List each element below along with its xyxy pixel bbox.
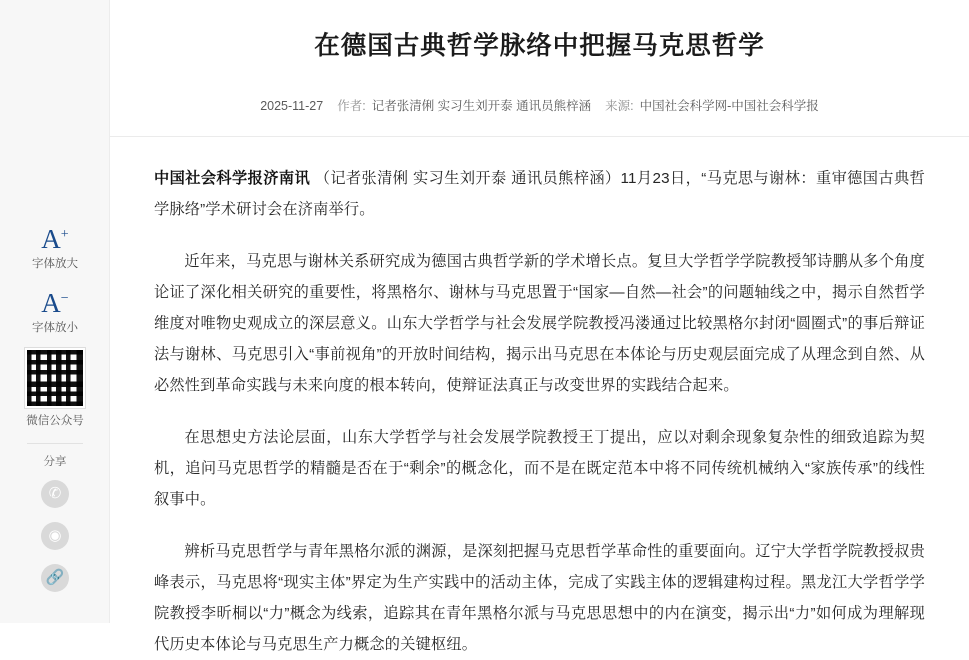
share-weibo-icon[interactable]: ◉ xyxy=(41,522,69,550)
rail-divider xyxy=(27,443,83,444)
publish-date: 2025-11-27 xyxy=(260,99,324,113)
paragraph-text: 在思想史方法论层面，山东大学哲学与社会发展学院教授王丁提出，应以对剩余现象复杂性的细致追踪为契机，追问马克思哲学的精髓是否在于“剩余”的概念化，而不是在既定范本中将不同传统机械纳入“家族传承”的线性叙事中。 xyxy=(154,429,925,508)
article-body xyxy=(110,137,969,660)
dateline-lead: 中国社会科学报济南讯 xyxy=(154,170,311,187)
page-title: 在德国古典哲学脉络中把握马克思哲学 xyxy=(314,32,765,60)
source-label: 来源: xyxy=(605,99,634,113)
font-decrease-letter: A xyxy=(41,288,61,318)
paragraph xyxy=(154,536,925,660)
font-decrease-label: 字体放小 xyxy=(32,322,78,334)
font-decrease-icon xyxy=(0,284,110,318)
font-increase-button[interactable] xyxy=(0,220,110,254)
source-block xyxy=(605,96,819,114)
author-value: 记者张清俐 实习生刘开泰 通讯员熊梓涵 xyxy=(371,99,592,113)
qrcode-label: 微信公众号 xyxy=(26,415,84,427)
article-content xyxy=(110,0,969,653)
font-increase-label: 字体放大 xyxy=(32,258,78,270)
share-wechat-icon[interactable]: ✆ xyxy=(41,480,69,508)
paragraph xyxy=(154,246,925,401)
font-increase-sign: + xyxy=(60,227,69,242)
paragraph xyxy=(154,163,925,225)
source-value: 中国社会科学网-中国社会科学报 xyxy=(639,99,819,113)
left-tool-rail-inner xyxy=(0,220,110,606)
paragraph-text: 近年来，马克思与谢林关系研究成为德国古典哲学新的学术增长点。复旦大学哲学学院教授邹诗鹏从多个角度论证了深化相关研究的重要性，将黑格尔、谢林与马克思置于“国家—自然—社会”的问题轴线之中，揭示自然哲学维度对唯物史观成立的深层意义。山东大学哲学与社会发展学院教授冯溇通过比较黑格尔封闭“圆圈式”的事后辩证法与谢林、马克思引入“事前视角”的开放时间结构，揭示出马克思在本体论与历史观层面完成了从理念到自然、从必然性到革命实践与未来向度的根本转向，使辩证法真正与改变世界的实践结合起来。 xyxy=(154,253,925,394)
left-tool-rail xyxy=(0,0,110,623)
font-decrease-button[interactable] xyxy=(0,284,110,318)
author-block xyxy=(337,96,591,114)
qrcode-icon xyxy=(25,348,85,408)
author-label: 作者: xyxy=(337,99,366,113)
article-meta xyxy=(110,96,969,114)
paragraph xyxy=(154,422,925,515)
paragraph-text: （记者张清俐 实习生刘开泰 通讯员熊梓涵）11月23日，“马克思与谢林：重审德国古典哲学脉络”学术研讨会在济南举行。 xyxy=(154,170,925,218)
font-increase-icon xyxy=(0,220,110,254)
font-increase-letter: A xyxy=(41,224,61,254)
paragraph-text: 辨析马克思哲学与青年黑格尔派的渊源，是深刻把握马克思哲学革命性的重要面向。辽宁大学哲学院教授叔贵峰表示，马克思将“现实主体”界定为生产实践中的活动主体，完成了实践主体的逻辑建构过程。黑龙江大学哲学学院教授李昕桐以“力”概念为线索，追踪其在青年黑格尔派与马克思思想中的内在演变，揭示出“力”如何成为理解现代历史本体论与马克思生产力概念的关键枢纽。 xyxy=(154,543,925,653)
font-decrease-sign: − xyxy=(60,291,69,306)
share-copy-link-icon[interactable]: 🔗 xyxy=(41,564,69,592)
share-label: 分享 xyxy=(43,456,67,468)
